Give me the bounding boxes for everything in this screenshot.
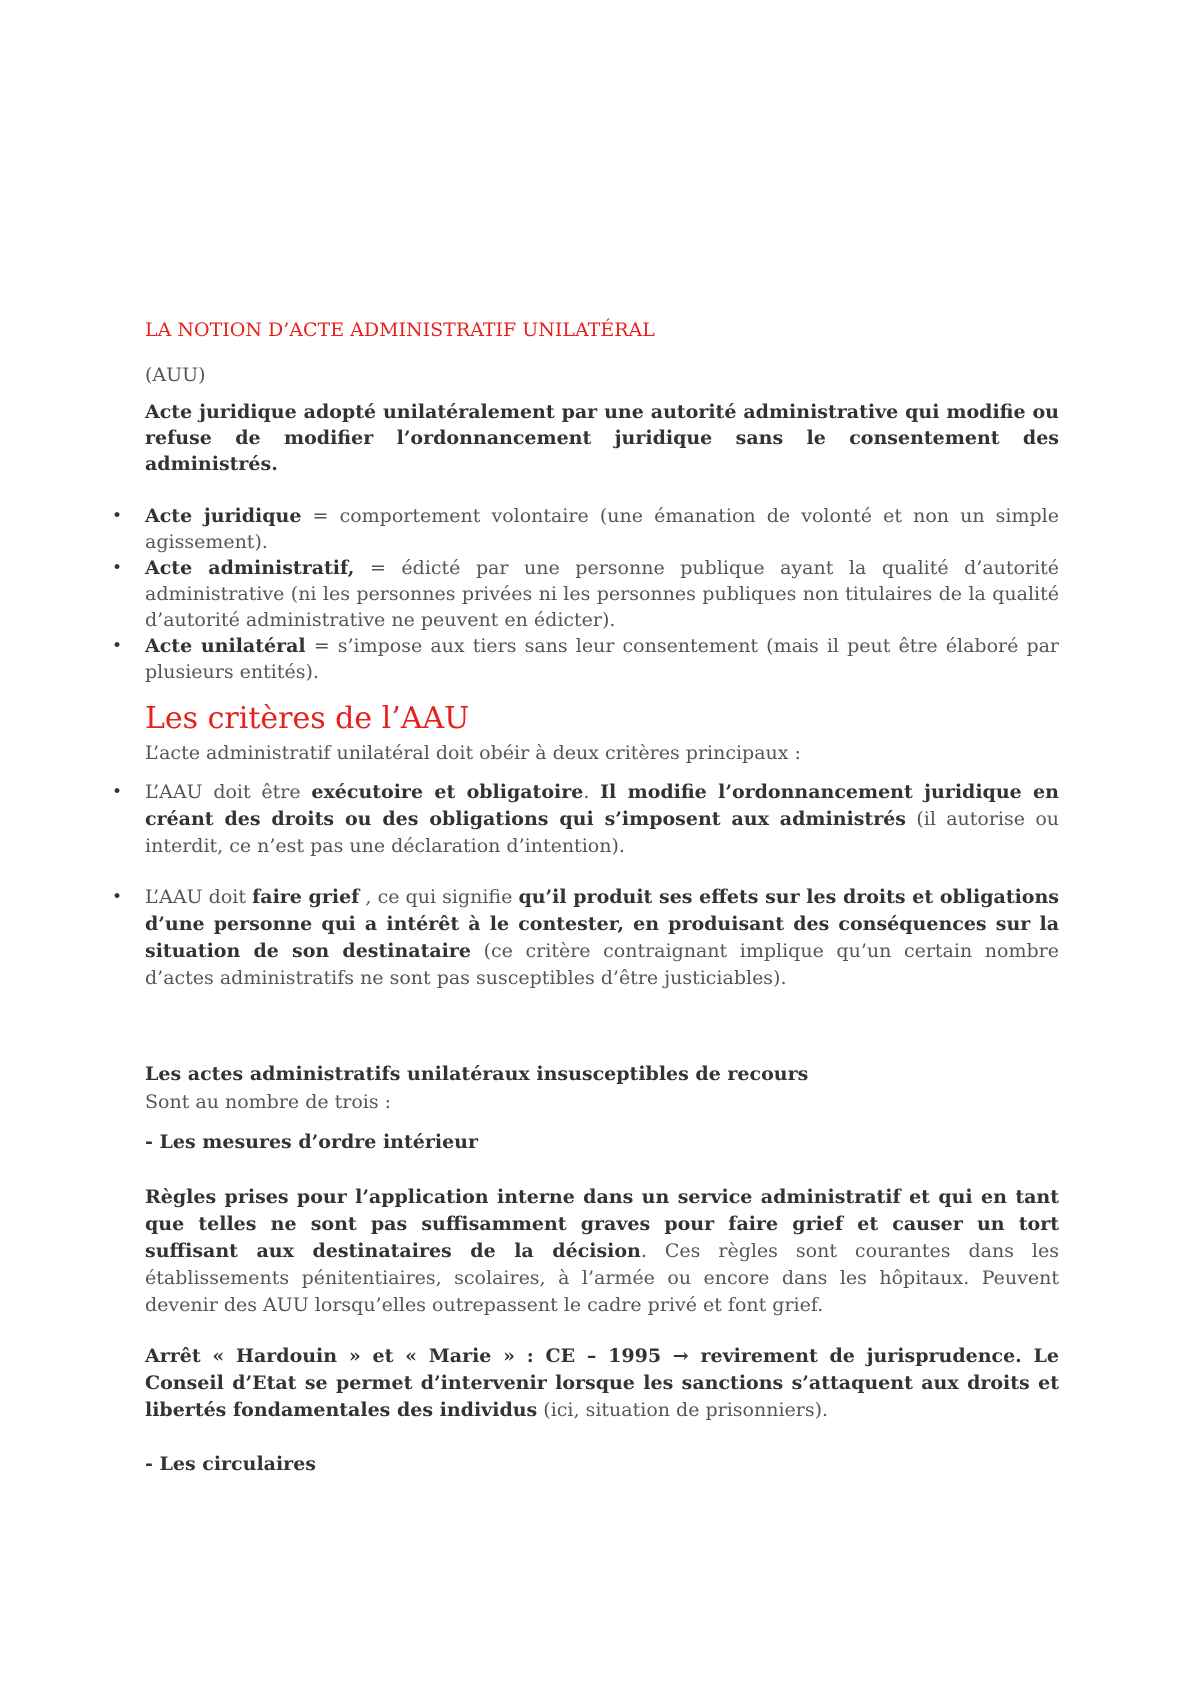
criteria-text: , ce qui signifie <box>359 886 519 908</box>
term-separator: = <box>305 635 338 657</box>
term-definition: comportement volontaire (une émanation de volonté et non un simple agissement). <box>145 505 1059 553</box>
term-separator: = <box>301 505 340 527</box>
abbreviation: (AUU) <box>145 364 206 386</box>
term-separator: = <box>354 557 402 579</box>
document-title: LA NOTION D’ACTE ADMINISTRATIF UNILATÉRAL <box>145 319 655 341</box>
criteria-text: (il autorise ou interdit, ce n’est pas une déclaration d’intention). <box>145 808 1060 857</box>
bullet-icon: • <box>112 782 123 802</box>
definition-paragraph: Acte juridique adopté unilatéralement par une autorité administrative qui modifie ou refuse de modifier l’ordonnancement juridique sans le consentement des administrés. <box>145 401 1059 475</box>
list-item <box>112 555 1060 633</box>
criteria-heading: Les critères de l’AAU <box>145 701 470 736</box>
insusceptibles-heading: Les actes administratifs unilatéraux insusceptibles de recours <box>145 1063 809 1085</box>
bullet-icon: • <box>112 636 123 656</box>
arret-bold: Arrêt « Hardouin » et « Marie » : CE – 1995 → revirement de jurisprudence. Le Conseil d’Etat se permet d’intervenir lorsque les sanctions s’attaquent aux droits et libertés fondamentales des individus <box>145 1345 1059 1421</box>
criteria-bold: Il modifie l’ordonnancement juridique en créant des droits ou des obligations qui s’imposent aux administrés <box>145 781 1059 830</box>
term: Acte administratif, <box>145 557 355 579</box>
arret-text: (ici, situation de prisonniers). <box>537 1399 829 1421</box>
criteria-bold: exécutoire et obligatoire <box>311 781 584 803</box>
list-item <box>112 633 1060 685</box>
criteria-text: (ce critère contraignant implique qu’un certain nombre d’actes administratifs ne sont pas susceptibles d’être justiciables). <box>145 940 1059 989</box>
insusceptibles-intro: Sont au nombre de trois : <box>145 1091 392 1113</box>
list-item <box>112 884 1059 992</box>
circulaires-title: - Les circulaires <box>145 1453 316 1475</box>
bullet-icon: • <box>112 558 123 578</box>
criteria-text: . <box>583 781 601 803</box>
criteria-text: L’AAU doit être <box>145 781 312 803</box>
document-page <box>112 316 1060 1478</box>
definitions-list <box>112 503 1060 685</box>
term: Acte unilatéral <box>145 635 306 657</box>
criteria-text: L’AAU doit <box>145 886 253 908</box>
term-definition: édicté par une personne publique ayant la qualité d’autorité administrative (ni les personnes privées ni les personnes publiques non titulaires de la qualité d’autorité administrative ne peuvent en édicter). <box>145 557 1060 631</box>
arret-paragraph <box>145 1343 1059 1424</box>
term: Acte juridique <box>145 505 302 527</box>
bullet-icon: • <box>112 506 123 526</box>
criteria-bold: faire grief <box>252 886 360 908</box>
criteria-intro: L’acte administratif unilatéral doit obéir à deux critères principaux : <box>145 742 801 764</box>
term-definition: s’impose aux tiers sans leur consentement (mais il peut être élaboré par plusieurs entités). <box>145 635 1060 683</box>
mesures-title: - Les mesures d’ordre intérieur <box>145 1131 478 1153</box>
list-item <box>112 503 1059 555</box>
criteria-bold: qu’il produit ses effets sur les droits et obligations d’une personne qui a intérêt à le contester, en produisant des conséquences sur la situation de son destinataire <box>145 886 1059 962</box>
mesures-paragraph <box>145 1184 1059 1319</box>
bullet-icon: • <box>112 887 123 907</box>
list-item <box>112 779 1060 860</box>
criteria-list <box>112 779 1060 992</box>
mesures-text: . Ces règles sont courantes dans les établissements pénitentiaires, scolaires, à l’armée ou encore dans les hôpitaux. Peuvent devenir des AUU lorsqu’elles outrepassent le cadre privé et font grief. <box>145 1240 1060 1316</box>
mesures-bold: Règles prises pour l’application interne dans un service administratif et qui en tant que telles ne sont pas suffisamment graves pour faire grief et causer un tort suffisant aux destinataires de la décision <box>145 1186 1059 1262</box>
